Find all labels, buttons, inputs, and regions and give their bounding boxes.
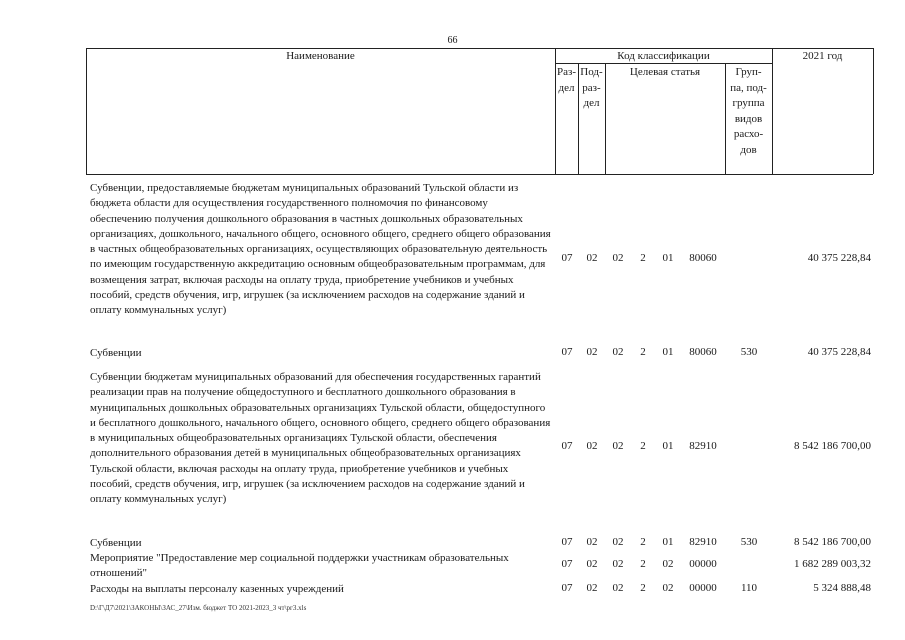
row-target-type: 2 [640,582,646,594]
row-target-event: 02 [662,582,674,594]
row-amount: 8 542 186 700,00 [794,440,871,452]
row-target-direction: 80060 [689,252,717,264]
row-name: Мероприятие "Предоставление мер социальной поддержки участникам образовательных отношений" [90,552,509,580]
row-target-direction: 82910 [689,440,717,452]
row-target-type: 2 [640,440,646,452]
header-target: Целевая статья [629,66,701,78]
row-name: Субвенции [90,347,142,359]
row-amount: 5 324 888,48 [813,582,871,594]
row-name: Расходы на выплаты персоналу казенных учреждений [90,583,344,595]
col-border-left [86,48,87,174]
row-vid: 110 [740,582,758,594]
row-name: Субвенции, предоставляемые бюджетам муниципальных образований Тульской области из бюджета области для осуществления государственного полномочия по финансовому обеспечению получения дошкольного образования в частных дошкольных образовательных организациях, дошкольного, начального общего, основного общего, среднего общего образования в частных общеобразовательных организациях, осуществляющих образовательную деятельность по имеющим государственную аккредитацию основным общеобразовательным программам, для возмещения затрат, включая расходы на оплату труда, приобретение учебников и учебных пособий, средств обучения, игр, игрушек (за исключением расходов на содержание зданий и оплату коммунальных услуг) [90,182,551,317]
row-name: Субвенции [90,537,142,549]
row-vid: 530 [740,346,758,358]
header-year: 2021 год [802,50,843,62]
row-podrazdel: 02 [586,582,598,594]
row-target-direction: 00000 [689,558,717,570]
row-razdel: 07 [561,558,573,570]
row-podrazdel: 02 [586,346,598,358]
row-amount: 40 375 228,84 [807,346,871,358]
row-target-type: 2 [640,346,646,358]
header-top-border [86,48,873,49]
row-target-type: 2 [640,536,646,548]
file-path-footer: D:\Г\Д7\2021\ЗАКОНЫ\ЗАС_27\Изм. бюджет ТО 2021-2023_3 чт\рг3.xls [90,604,307,612]
row-target-program: 02 [612,440,624,452]
row-target-event: 02 [662,558,674,570]
header-name: Наименование [286,50,355,62]
row-target-program: 02 [612,536,624,548]
row-target-program: 02 [612,558,624,570]
row-amount: 1 682 289 003,32 [794,558,871,570]
row-razdel: 07 [561,346,573,358]
row-target-direction: 80060 [689,346,717,358]
row-podrazdel: 02 [586,440,598,452]
header-bottom-border [86,174,873,175]
row-razdel: 07 [561,536,573,548]
row-target-event: 01 [662,252,674,264]
row-target-event: 01 [662,346,674,358]
row-name: Субвенции бюджетам муниципальных образований для обеспечения государственных гарантий реализации прав на получение общедоступного и бесплатного дошкольного образования в муниципальных дошкольных образовательных организациях Тульской области, общедоступного и бесплатного дошкольного, начального общего, основного общего, среднего общего образования в муниципальных общеобразовательных организациях Тульской области, обеспечения дополнительного образования детей в муниципальных общеобразовательных организациях Тульской области, включая расходы на оплату труда, приобретение учебников и учебных пособий, средств обучения, игр, игрушек (за исключением расходов на содержание зданий и оплату коммунальных услуг) [90,371,551,506]
row-razdel: 07 [561,582,573,594]
header-group: Груп- па, под- группа видов расхо- дов [730,66,767,156]
row-target-event: 01 [662,536,674,548]
row-target-direction: 00000 [689,582,717,594]
classification-divider [555,63,772,64]
row-vid: 530 [740,536,758,548]
row-target-direction: 82910 [689,536,717,548]
col-border-right [873,48,874,174]
header-podrazdel: Под- раз- дел [580,66,603,109]
row-target-type: 2 [640,252,646,264]
row-podrazdel: 02 [586,536,598,548]
row-amount: 40 375 228,84 [807,252,871,264]
page-number: 66 [447,35,458,46]
col-border-group [772,48,773,174]
row-target-program: 02 [612,582,624,594]
header-razdel: Раз- дел [556,66,576,94]
row-target-event: 01 [662,440,674,452]
row-target-program: 02 [612,346,624,358]
row-podrazdel: 02 [586,558,598,570]
row-razdel: 07 [561,440,573,452]
row-amount: 8 542 186 700,00 [794,536,871,548]
header-classification: Код классификации [617,50,710,62]
row-target-program: 02 [612,252,624,264]
row-target-type: 2 [640,558,646,570]
row-podrazdel: 02 [586,252,598,264]
row-razdel: 07 [561,252,573,264]
